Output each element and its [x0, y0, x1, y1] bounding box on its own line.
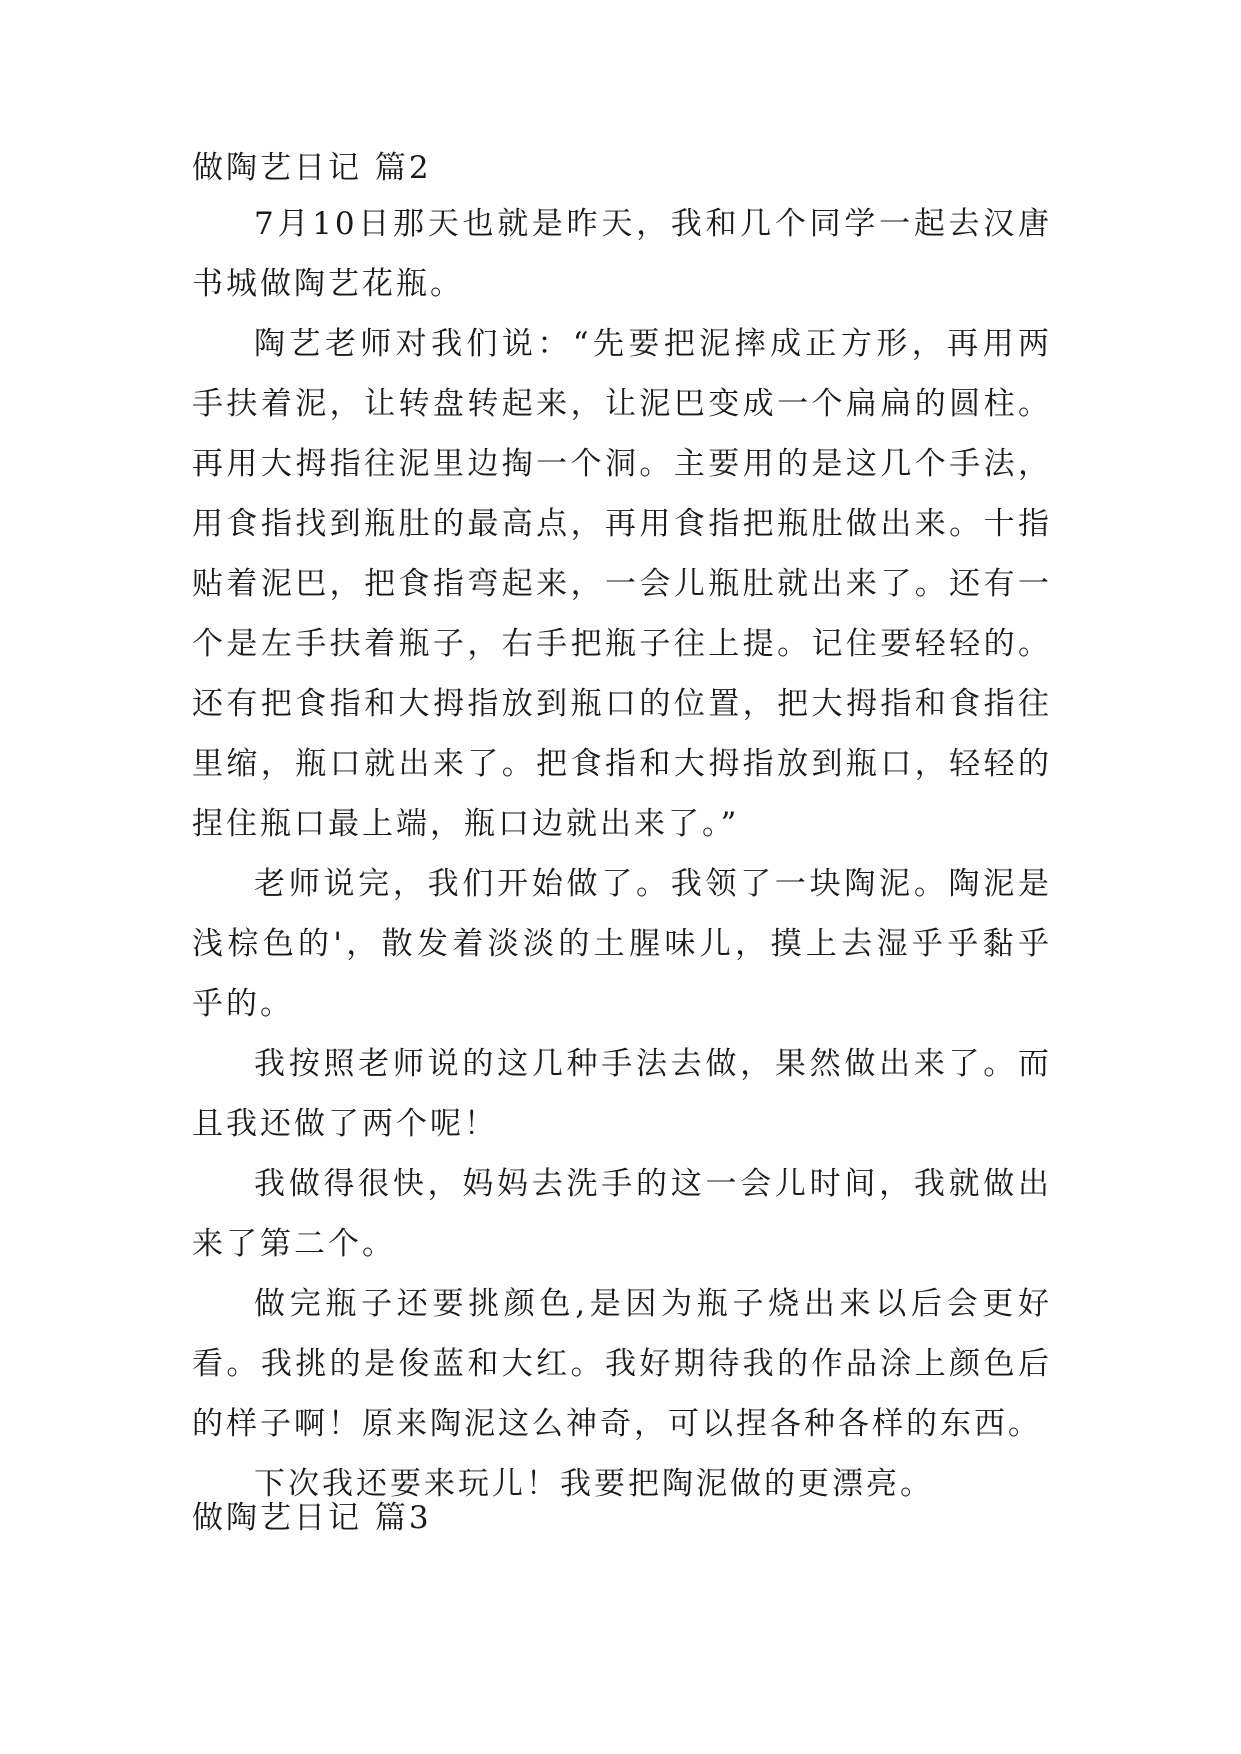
paragraph-4: 我按照老师说的这几种手法去做，果然做出来了。而且我还做了两个呢！ — [192, 1046, 1052, 1142]
paragraph-2: 陶艺老师对我们说：“先要把泥摔成正方形，再用两手扶着泥，让转盘转起来，让泥巴变成一个扁扁的圆柱。再用大拇指往泥里边掏一个洞。主要用的是这几个手法，用食指找到瓶肚的最高点，再用食指把瓶肚做出来。十指贴着泥巴，把食指弯起来，一会儿瓶肚就出来了。还有一个是左手扶着瓶子，右手把瓶子往上提。记住要轻轻的。还有把食指和大拇指放到瓶口的位置，把大拇指和食指往里缩，瓶口就出来了。把食指和大拇指放到瓶口，轻轻的捏住瓶口最上端，瓶口边就出来了。” — [192, 326, 1052, 842]
paragraph-3: 老师说完，我们开始做了。我领了一块陶泥。陶泥是浅棕色的'，散发着淡淡的土腥味儿，摸上去湿乎乎黏乎乎的。 — [192, 866, 1052, 1022]
paragraph-5: 我做得很快，妈妈去洗手的这一会儿时间，我就做出来了第二个。 — [192, 1166, 1052, 1262]
paragraph-6: 做完瓶子还要挑颜色,是因为瓶子烧出来以后会更好看。我挑的是俊蓝和大红。我好期待我的作品涂上颜色后的样子啊！原来陶泥这么神奇，可以捏各种各样的东西。 — [192, 1286, 1052, 1442]
article-body — [192, 194, 1052, 1514]
paragraph-1: 7月10日那天也就是昨天，我和几个同学一起去汉唐书城做陶艺花瓶。 — [192, 206, 1052, 302]
section-heading-2: 做陶艺日记 篇2 — [192, 150, 432, 186]
section-heading-3: 做陶艺日记 篇3 — [192, 1500, 432, 1536]
paragraph-7: 下次我还要来玩儿！我要把陶泥做的更漂亮。 — [254, 1466, 934, 1502]
